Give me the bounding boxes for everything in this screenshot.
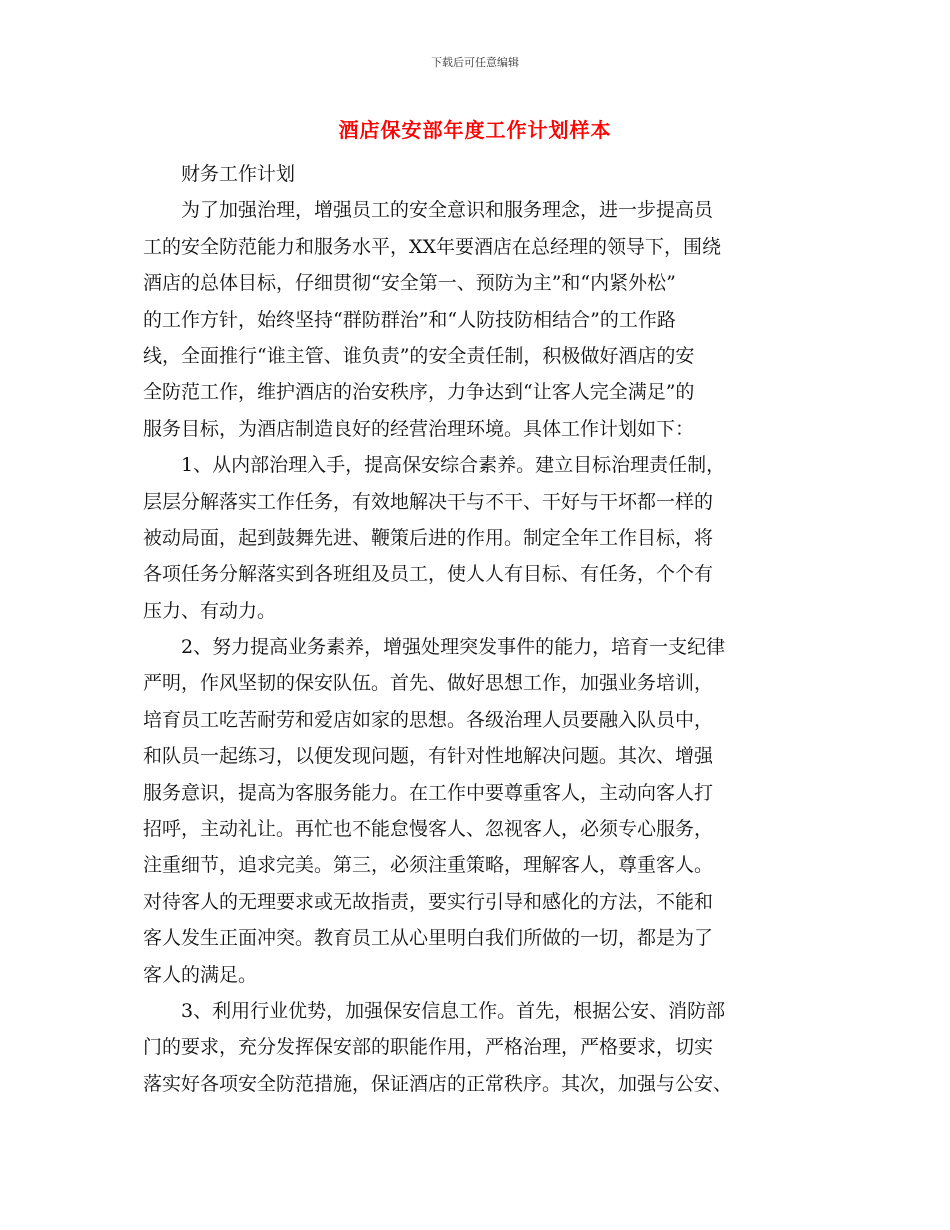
document-body <box>143 156 803 1102</box>
text-line: 酒店的总体目标，仔细贯彻“安全第一、预防为主”和“内紧外松” <box>143 272 676 295</box>
text-line: 对待客人的无理要求或无故指责，要实行引导和感化的方法，不能和 <box>143 890 714 913</box>
text-line: 门的要求，充分发挥保安部的职能作用，严格治理，严格要求，切实 <box>143 1036 714 1059</box>
text-line: 全防范工作，维护酒店的治安秩序，力争达到“让客人完全满足”的 <box>143 381 695 404</box>
text-line: 客人的满足。 <box>143 963 258 986</box>
text-line: 为了加强治理，增强员工的安全意识和服务理念，进一步提高员 <box>181 199 714 222</box>
text-line: 严明，作风坚韧的保安队伍。首先、做好思想工作，加强业务培训， <box>143 672 714 695</box>
text-line: 压力、有动力。 <box>143 599 277 622</box>
header-note: 下载后可任意编辑 <box>431 56 519 69</box>
text-line: 注重细节，追求完美。第三，必须注重策略，理解客人，尊重客人。 <box>143 854 714 877</box>
text-line: 落实好各项安全防范措施，保证酒店的正常秩序。其次，加强与公安、 <box>143 1072 733 1095</box>
text-line: 被动局面，起到鼓舞先进、鞭策后进的作用。制定全年工作目标，将 <box>143 526 714 549</box>
text-line: 2、努力提高业务素养，增强处理突发事件的能力，培育一支纪律 <box>181 636 726 659</box>
text-line: 1、从内部治理入手，提高保安综合素养。建立目标治理责任制， <box>181 454 726 477</box>
text-line: 工的安全防范能力和服务水平，XX年要酒店在总经理的领导下，围绕 <box>143 235 722 258</box>
text-line: 3、利用行业优势，加强保安信息工作。首先，根据公安、消防部 <box>181 999 726 1022</box>
text-line: 财务工作计划 <box>181 163 296 185</box>
text-line: 线，全面推行“谁主管、谁负责”的安全责任制，积极做好酒店的安 <box>143 344 695 367</box>
text-line: 的工作方针，始终坚持“群防群治”和“人防技防相结合”的工作路 <box>143 308 676 331</box>
text-line: 服务意识，提高为客服务能力。在工作中要尊重客人，主动向客人打 <box>143 781 714 804</box>
text-line: 和队员一起练习，以便发现问题，有针对性地解决问题。其次、增强 <box>143 745 714 768</box>
document-title: 酒店保安部年度工作计划样本 <box>338 118 612 142</box>
text-line: 层层分解落实工作任务，有效地解决干与不干、干好与干坏都一样的 <box>143 490 714 513</box>
text-line: 招呼，主动礼让。再忙也不能怠慢客人、忽视客人，必须专心服务， <box>143 818 714 841</box>
text-line: 培育员工吃苦耐劳和爱店如家的思想。各级治理人员要融入队员中， <box>143 708 714 731</box>
text-line: 客人发生正面冲突。教育员工从心里明白我们所做的一切，都是为了 <box>143 927 714 950</box>
text-line: 服务目标，为酒店制造良好的经营治理环境。具体工作计划如下： <box>143 417 695 440</box>
text-line: 各项任务分解落实到各班组及员工，使人人有目标、有任务，个个有 <box>143 563 714 586</box>
